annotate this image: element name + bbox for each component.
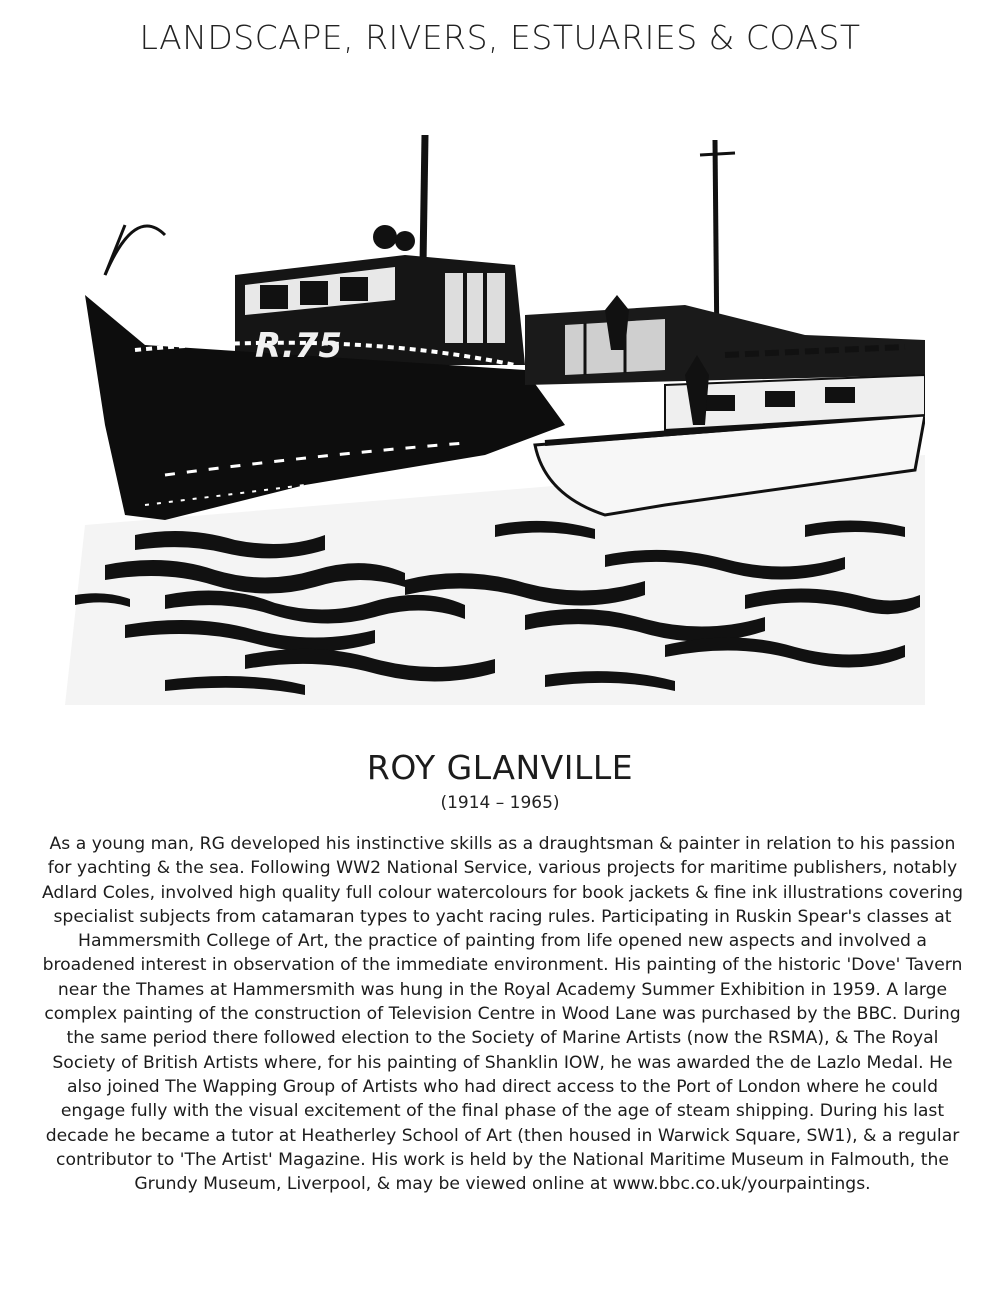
artist-name: ROY GLANVILLE — [366, 748, 634, 787]
artist-biography: As a young man, RG developed his instinctive skills as a draughtsman & painter in relation to his passion for yachting & the sea. Following WW2 National Service, various projects for maritime publishers, notably Adlard Coles, involved high quality full colour watercolours for book jackets & fine ink illustrations covering specialist subjects from catamaran types to yacht racing rules. Participating in Ruskin Spear's classes at Hammersmith College of Art, the practice of painting from life opened new aspects and involved a broadened interest in observation of the immediate environment. His painting of the historic 'Dove' Tavern near the Thames at Hammersmith was hung in the Royal Academy Summer Exhibition in 1959. A large complex painting of the construction of Television Centre in Wood Lane was purchased by the BBC. During the same period there followed election to the Society of Marine Artists (now the RSMA), & The Royal Society of British Artists where, for his painting of Shanklin IOW, he was awarded the de Lazlo Medal. He also joined The Wapping Group of Artists who had direct access to the Port of London where he could engage fully with the visual excitement of the final phase of the age of steam shipping. During his last decade he became a tutor at Heatherley School of Art (then housed in Warwick Square, SW1), & a regular contributor to 'The Artist' Magazine. His work is held by the National Maritime Museum in Falmouth, the Grundy Museum, Liverpool, & may be viewed online at www.bbc.co.uk/yourpaintings. — [41, 834, 964, 1195]
boat-illustration — [45, 125, 925, 705]
artist-dates: (1914 – 1965) — [440, 793, 560, 813]
hull-number: R.75 — [255, 326, 343, 366]
section-title: LANDSCAPE, RIVERS, ESTUARIES & COAST — [139, 18, 861, 57]
rear-deck — [525, 305, 925, 385]
